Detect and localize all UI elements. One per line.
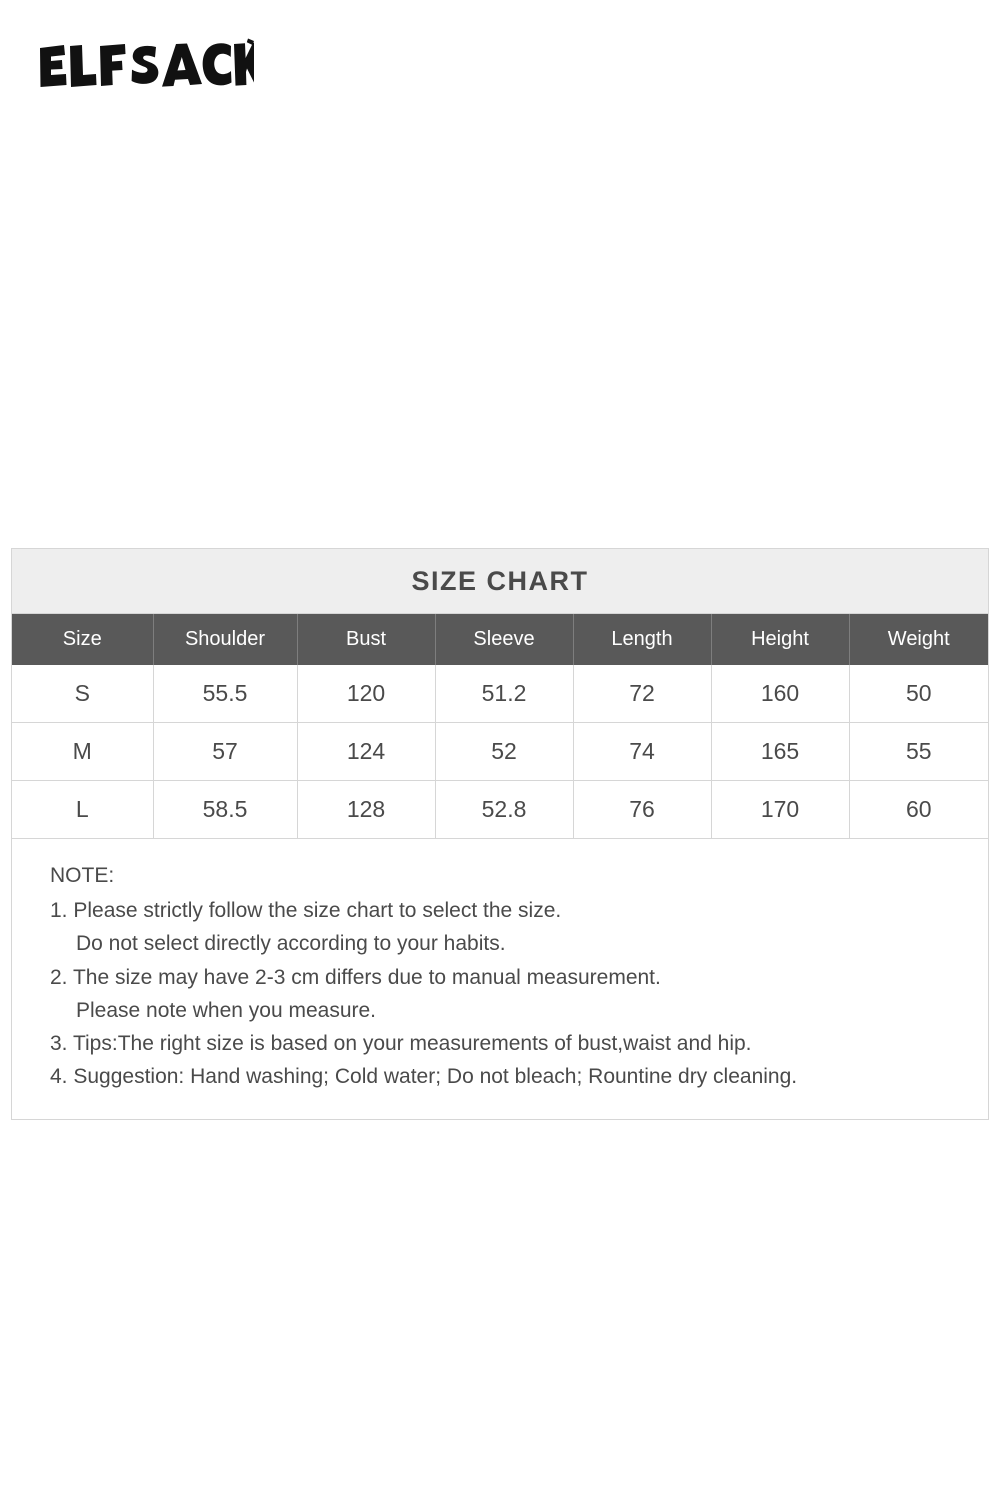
elfsack-wordmark-logo <box>34 38 254 100</box>
table-header-row <box>12 614 988 665</box>
note-line-1b: Do not select directly according to your habits. <box>76 932 506 956</box>
note-line-1: 1. Please strictly follow the size chart to select the size. <box>50 899 562 923</box>
column-header-bust: Bust <box>297 614 435 665</box>
cell-shoulder: 55.5 <box>153 665 297 723</box>
cell-bust: 120 <box>297 665 435 723</box>
note-line-2b: Please note when you measure. <box>76 998 377 1022</box>
column-header-size: Size <box>12 614 153 665</box>
cell-height: 165 <box>711 723 849 781</box>
table-row <box>12 723 988 781</box>
table-row <box>12 665 988 723</box>
cell-weight: 50 <box>849 665 988 723</box>
cell-size: L <box>12 781 153 839</box>
size-chart-table <box>12 614 988 839</box>
size-chart-title: SIZE CHART <box>12 549 988 614</box>
cell-bust: 128 <box>297 781 435 839</box>
cell-size: S <box>12 665 153 723</box>
cell-shoulder: 58.5 <box>153 781 297 839</box>
cell-sleeve: 51.2 <box>435 665 573 723</box>
column-header-shoulder: Shoulder <box>153 614 297 665</box>
cell-shoulder: 57 <box>153 723 297 781</box>
brand-logo <box>34 38 254 98</box>
cell-sleeve: 52.8 <box>435 781 573 839</box>
cell-height: 160 <box>711 665 849 723</box>
cell-bust: 124 <box>297 723 435 781</box>
column-header-length: Length <box>573 614 711 665</box>
table-row <box>12 781 988 839</box>
note-title: NOTE: <box>50 864 115 887</box>
cell-height: 170 <box>711 781 849 839</box>
cell-length: 72 <box>573 665 711 723</box>
cell-weight: 60 <box>849 781 988 839</box>
note-line-2: 2. The size may have 2-3 cm differs due to manual measurement. <box>50 965 661 989</box>
size-chart-block <box>11 548 989 1120</box>
cell-length: 74 <box>573 723 711 781</box>
cell-weight: 55 <box>849 723 988 781</box>
column-header-weight: Weight <box>849 614 988 665</box>
cell-length: 76 <box>573 781 711 839</box>
note-block <box>12 839 988 1119</box>
column-header-sleeve: Sleeve <box>435 614 573 665</box>
note-line-3: 3. Tips:The right size is based on your measurements of bust,waist and hip. <box>50 1031 752 1055</box>
note-line-4: 4. Suggestion: Hand washing; Cold water; Do not bleach; Rountine dry cleaning. <box>50 1065 798 1089</box>
cell-size: M <box>12 723 153 781</box>
cell-sleeve: 52 <box>435 723 573 781</box>
column-header-height: Height <box>711 614 849 665</box>
